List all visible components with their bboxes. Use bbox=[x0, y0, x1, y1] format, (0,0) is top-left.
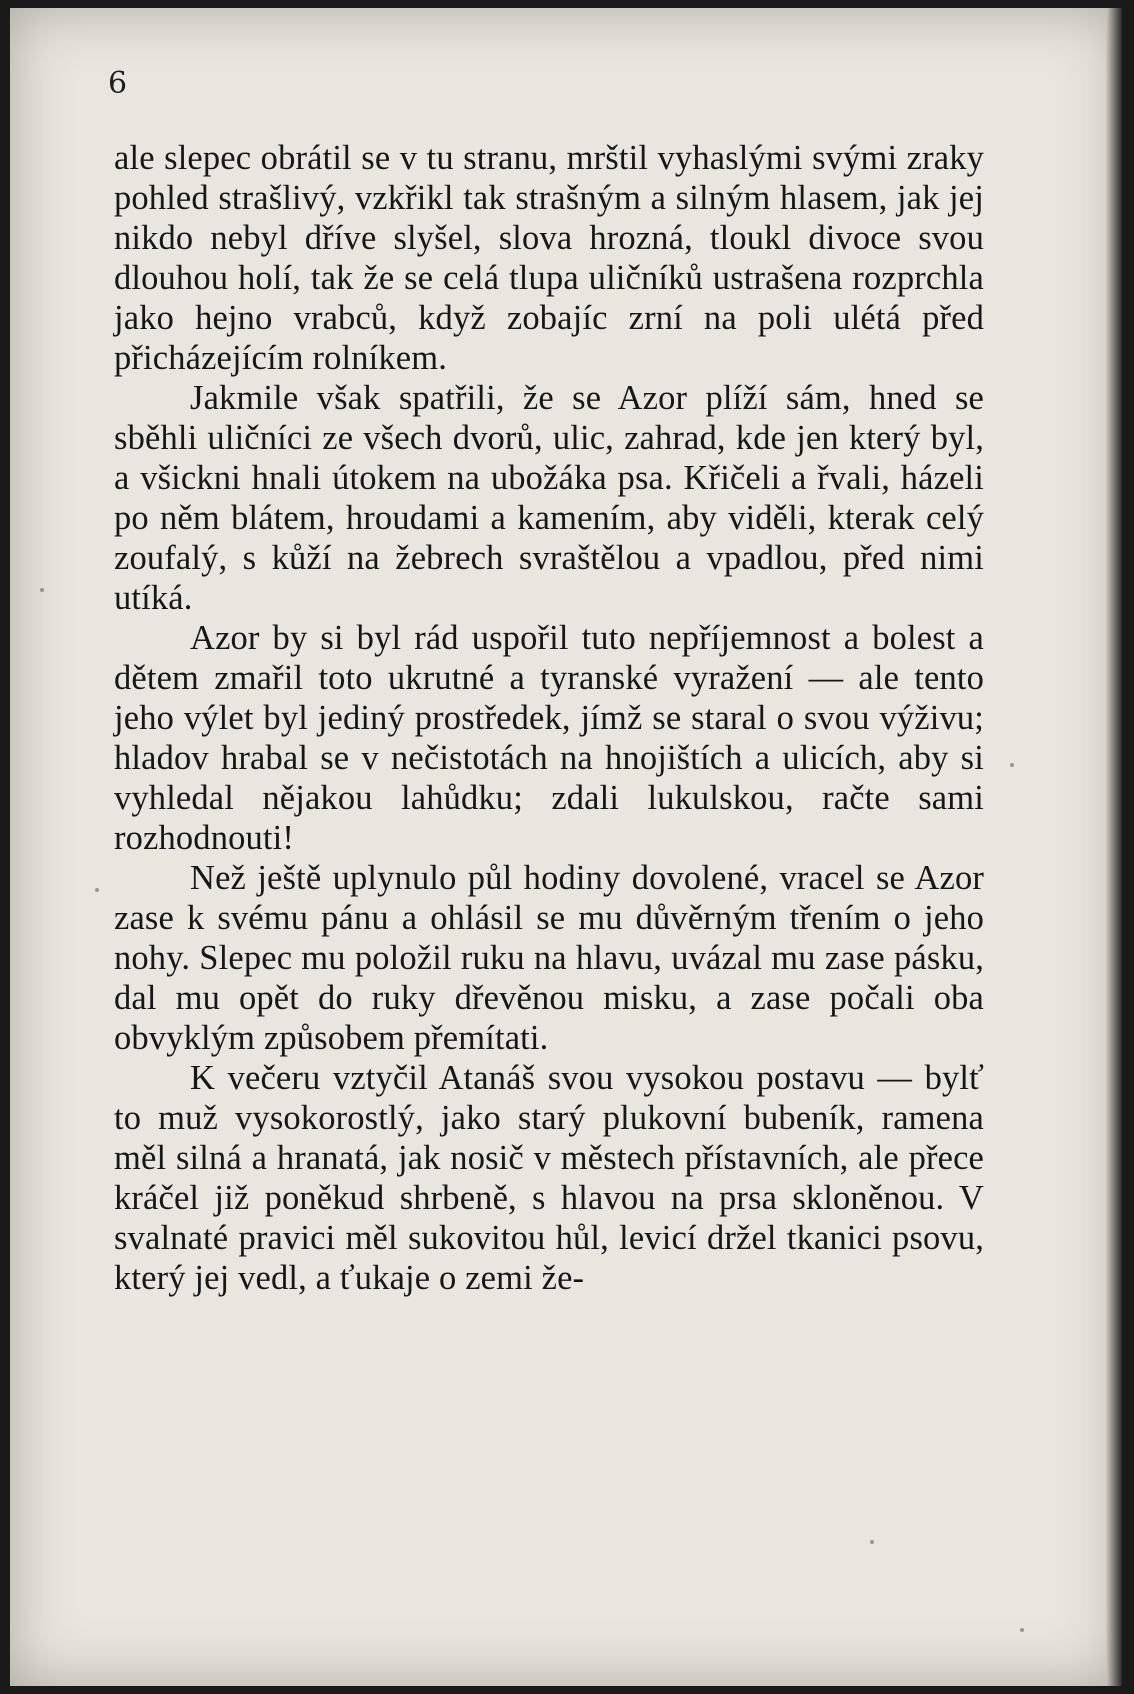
paragraph-4: Než ještě uplynulo půl hodiny dovolené, vracel se Azor zase k svému pánu a ohlásil se mu důvěrným třením o jeho nohy. Slepec mu položil ruku na hlavu, uvázal mu zase pásku, dal mu opět do ruky dřevěnou misku, a zase počali oba obvyklým způsobem přemítati. bbox=[114, 859, 984, 1057]
paper-speck bbox=[1010, 763, 1014, 767]
paragraph-3: Azor by si byl rád uspořil tuto nepříjemnost a bolest a dětem zmařil toto ukrutné a tyranské vyražení — ale tento jeho výlet byl jediný prostředek, jímž se staral o svou výživu; hladov hrabal se v nečistotách na hnojištích a ulicích, aby si vyhledal nějakou lahůdku; zdali lukulskou, račte sami rozhodnouti! bbox=[114, 619, 984, 857]
page-edge-shadow bbox=[1106, 8, 1122, 1686]
paragraph-1: ale slepec obrátil se v tu stranu, mrštil vyhaslými svými zraky pohled strašlivý, vzkřikl tak strašným a silným hlasem, jak jej nikdo nebyl dříve slyšel, slova hrozná, tloukl divoce svou dlouhou holí, tak že se celá tlupa uličníků ustrašena rozprchla jako hejno vrabců, když zobajíc zrní na poli ulétá před přicházejícím rolníkem. bbox=[114, 139, 984, 377]
body-text bbox=[114, 138, 984, 1298]
paper-speck bbox=[870, 1540, 874, 1544]
paragraph-2: Jakmile však spatřili, že se Azor plíží sám, hned se sběhli uličníci ze všech dvorů, ulic, zahrad, kde jen který byl, a všickni hnali útokem na ubožáka psa. Křičeli a řvali, házeli po něm blátem, hroudami a kamením, aby viděli, kterak celý zoufalý, s kůží na žebrech svraštělou a vpadlou, před nimi utíká. bbox=[114, 379, 984, 617]
paper-speck bbox=[95, 888, 99, 892]
book-page bbox=[10, 8, 1122, 1686]
page-number: 6 bbox=[108, 66, 128, 101]
paragraph-5: K večeru vztyčil Atanáš svou vysokou postavu — bylť to muž vysokorostlý, jako starý plukovní bubeník, ramena měl silná a hranatá, jak nosič v městech přístavních, ale přece kráčel již poněkud shrbeně, s hlavou na prsa skloněnou. V svalnaté pravici měl sukovitou hůl, levicí držel tkanici psovu, který jej vedl, a ťukaje o zemi že- bbox=[114, 1059, 984, 1297]
paper-speck bbox=[40, 588, 44, 592]
paper-speck bbox=[1020, 1628, 1024, 1632]
